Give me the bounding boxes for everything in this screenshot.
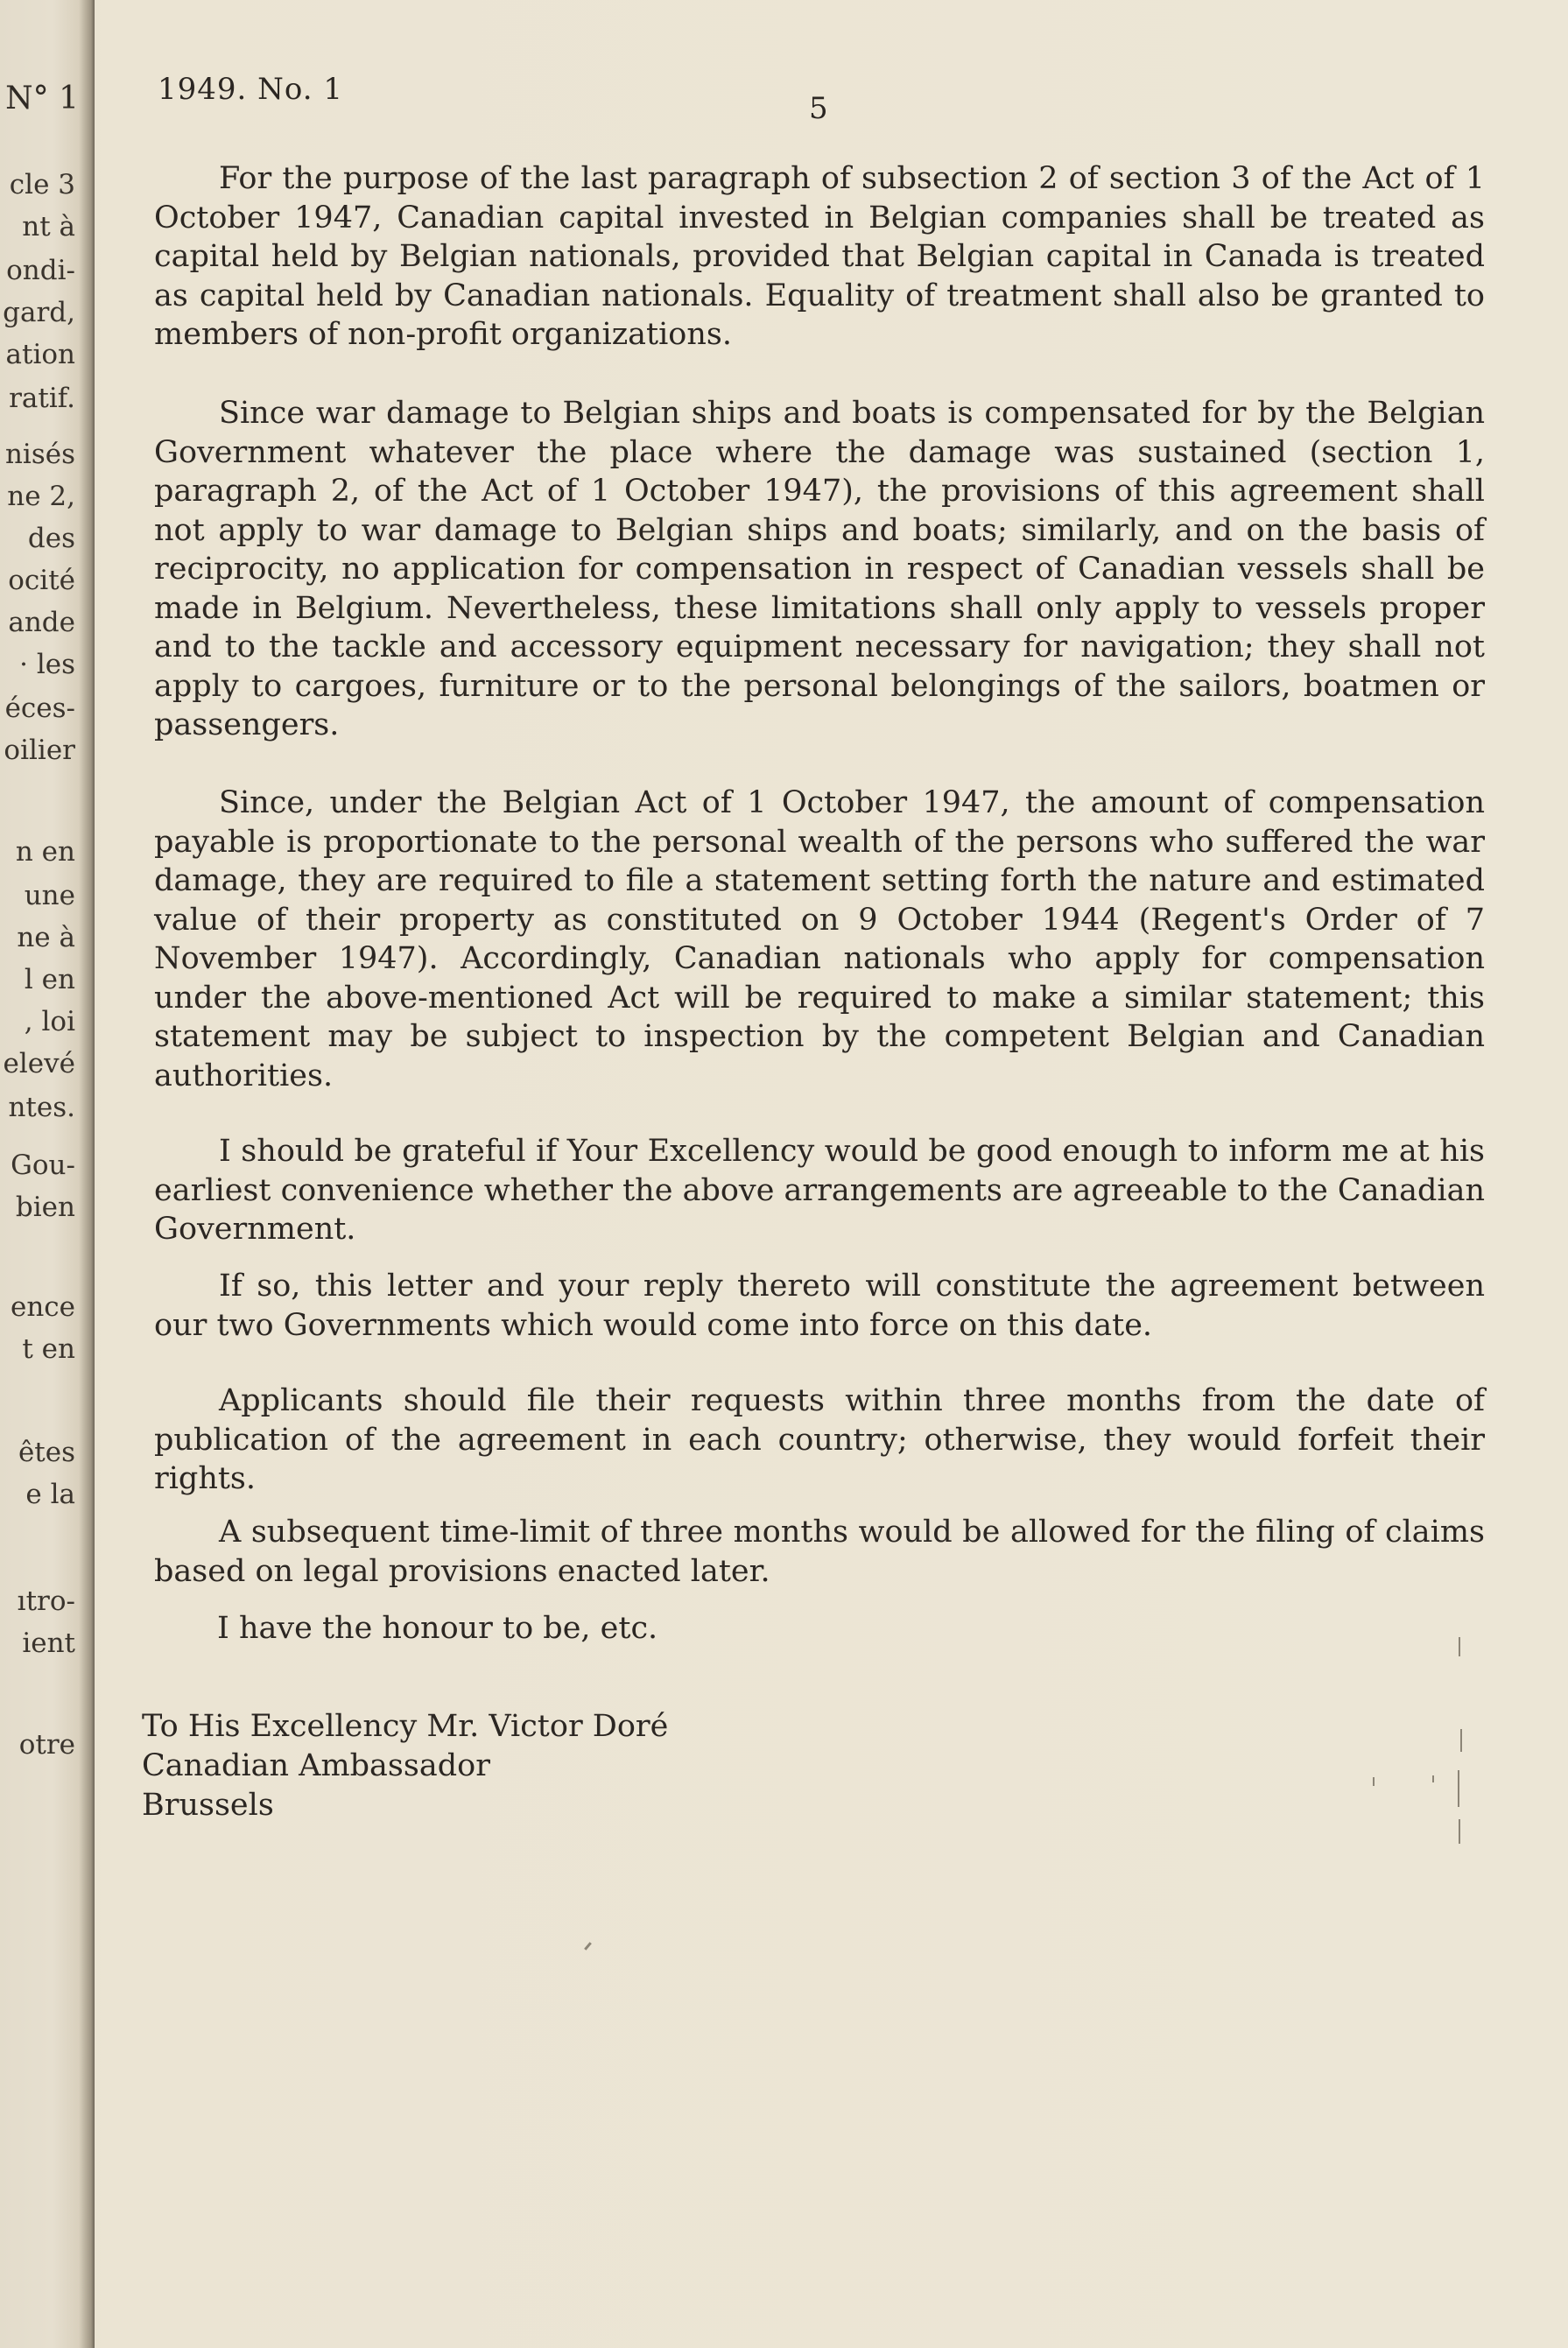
adjacent-page-fragment: ence	[10, 1291, 75, 1323]
adjacent-page-fragment: ntes.	[8, 1092, 75, 1123]
margin-mark	[1459, 1637, 1460, 1656]
adjacent-page-fragment: oilier	[4, 735, 75, 766]
adjacent-page-fragment: ıtro-	[17, 1585, 75, 1617]
adjacent-page-fragment: êtes	[18, 1437, 75, 1468]
margin-mark	[1459, 1819, 1460, 1844]
adjacent-page-fragment: nt à	[22, 211, 75, 243]
address-line-recipient: To His Excellency Mr. Victor Doré	[142, 1709, 669, 1744]
adjacent-page-fragment: ation	[5, 339, 75, 370]
paragraph-war-damage-ships: Since war damage to Belgian ships and boats is compensated for by the Belgian Government whatever the place where the damage was sustained (section 1, paragraph 2, of the Act of 1 October 1947), the provisions of this agreement shall not apply to war damage to Belgian ships and boats; similarly, and on the basis of reciprocity, no application for compensation in respect of Canadian vessels shall be made in Belgium. Nevertheless, these limitations shall only apply to vessels proper and to the tackle and accessory equipment necessary for navigation; they shall not apply to cargoes, furniture or to the personal belongings of the sailors, boatmen or passengers.	[154, 396, 1485, 742]
adjacent-page-header: N° 1	[5, 81, 79, 116]
adjacent-page-fragment: ande	[8, 607, 75, 638]
adjacent-page-fragment: l en	[24, 964, 75, 995]
address-line-city: Brussels	[142, 1788, 274, 1823]
paragraph-compensation-statement: Since, under the Belgian Act of 1 October 1947, the amount of compensation payable is proportionate to the personal wealth of the persons who suffered the war damage, they are required to file a statement setting forth the nature and estimated value of their property as constituted on 9 October 1944 (Regent's Order of 7 November 1947). Accordingly, Canadian nationals who apply for compensation under the above-mentioned Act will be required to make a similar statement; this statement may be subject to inspection by the competent Belgian and Canadian authorities.	[154, 785, 1485, 1093]
adjacent-page-fragment: Gou-	[11, 1149, 75, 1181]
adjacent-page-fragment: elevé	[3, 1048, 75, 1079]
adjacent-page-fragment: ocité	[8, 565, 75, 596]
paragraph-capital: For the purpose of the last paragraph of subsection 2 of section 3 of the Act of 1 October 1947, Canadian capital invested in Belgian companies shall be treated as capital held by Belgian nationals, provided that Belgian capital in Canada is treated as capital held by Canadian nationals. Equality of treatment shall also be granted to members of non-profit organizations.	[154, 161, 1485, 352]
adjacent-page-fragment: ratif.	[9, 383, 75, 414]
adjacent-page-fragment: ne 2,	[7, 481, 75, 512]
adjacent-page-fragment: nisés	[4, 439, 75, 470]
adjacent-page-fragment: , loi	[24, 1006, 75, 1037]
adjacent-page-fragment: n en	[15, 836, 75, 868]
adjacent-page-fragment: une	[24, 880, 75, 911]
adjacent-page-fragment: t en	[22, 1333, 75, 1365]
margin-mark	[1373, 1777, 1375, 1786]
adjacent-page-fragment: bien	[15, 1192, 75, 1223]
margin-mark	[1432, 1775, 1434, 1782]
recipient-address	[142, 1707, 668, 1825]
adjacent-page-margin	[0, 0, 95, 2348]
address-line-title: Canadian Ambassador	[142, 1748, 490, 1783]
margin-mark	[1460, 1729, 1462, 1752]
adjacent-page-fragment: e la	[25, 1479, 75, 1510]
paragraph-request-reply: I should be grateful if Your Excellency would be good enough to inform me at his earliest convenience whether the above arrangements are agreeable to the Canadian Government.	[154, 1134, 1485, 1247]
adjacent-page-fragment: ient	[22, 1627, 75, 1659]
margin-mark	[584, 1942, 592, 1951]
adjacent-page-fragment: éces-	[4, 692, 75, 724]
adjacent-page-fragment: ne à	[17, 922, 75, 953]
page-number: 5	[809, 91, 828, 126]
adjacent-page-fragment: otre	[18, 1729, 75, 1761]
closing-formula: I have the honour to be, etc.	[217, 1611, 658, 1646]
adjacent-page-fragment: cle 3	[9, 169, 75, 200]
adjacent-page-fragment: · les	[19, 649, 75, 680]
adjacent-page-fragment: gard,	[3, 297, 75, 328]
paragraph-applicants: Applicants should file their requests within three months from the date of publication of the agreement in each country; otherwise, they would forfeit their rights.	[154, 1383, 1485, 1496]
adjacent-page-fragment: ondi-	[6, 255, 75, 286]
adjacent-page-fragment: des	[27, 523, 75, 554]
paragraph-agreement: If so, this letter and your reply thereto will constitute the agreement between our two Governments which would come into force on this date.	[154, 1269, 1485, 1343]
margin-mark	[1458, 1770, 1459, 1807]
paragraph-time-limit: A subsequent time-limit of three months would be allowed for the filing of claims based on legal provisions enacted later.	[154, 1515, 1485, 1589]
document-reference: 1949. No. 1	[158, 72, 344, 107]
